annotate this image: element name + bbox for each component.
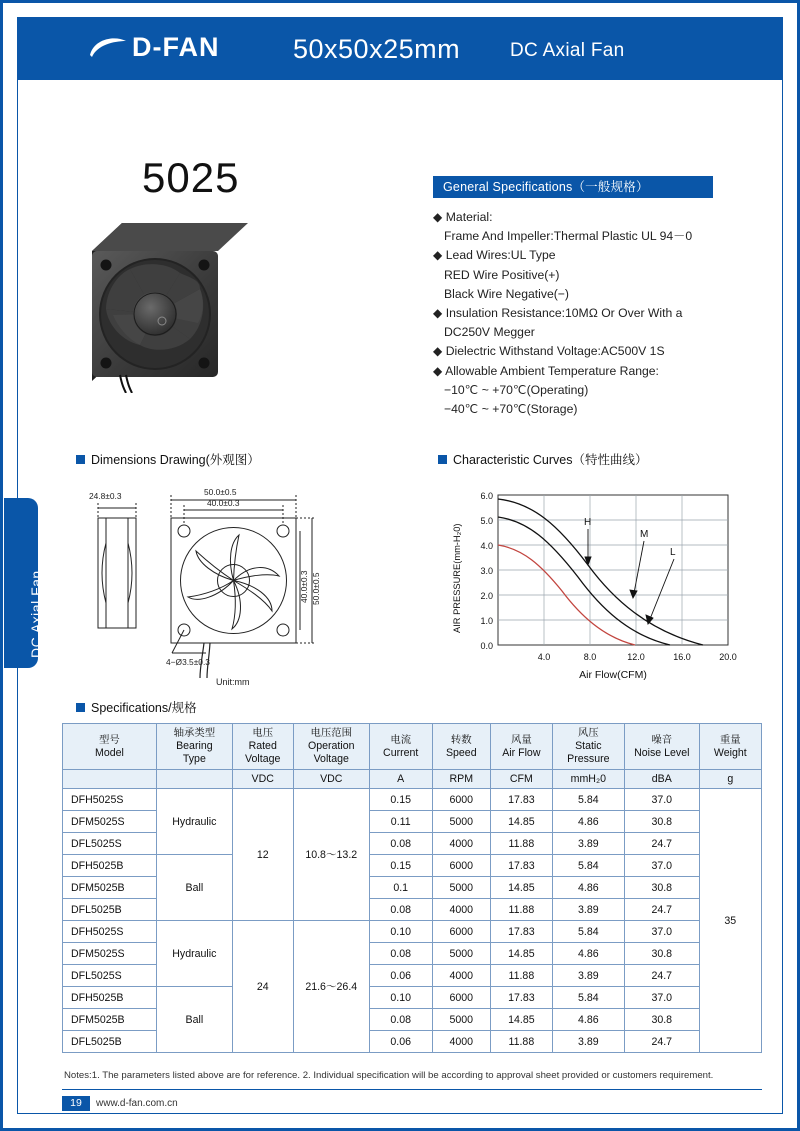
cell-static-pressure: 4.86 xyxy=(552,943,624,965)
y-tick: 4.0 xyxy=(480,541,493,551)
general-specifications-list xyxy=(433,208,763,419)
th-operation-voltage-en: Operation Voltage xyxy=(307,740,355,765)
th-static-pressure xyxy=(552,724,624,770)
cell-current: 0.15 xyxy=(369,789,432,811)
dim-unit-label: Unit:mm xyxy=(216,677,250,687)
spec-line: Frame And Impeller:Thermal Plastic UL 94－0 xyxy=(444,229,693,244)
side-tab-label: DC Axial Fan xyxy=(28,570,44,658)
unit-bearing xyxy=(156,770,232,789)
cell-bearing: Ball xyxy=(156,855,232,921)
table-notes: Notes:1. The parameters listed above are for reference. 2. Individual specification will be according to approval sheet provided or customers requirement. xyxy=(64,1070,714,1081)
th-model-en: Model xyxy=(95,746,124,759)
cell-speed: 4000 xyxy=(432,965,491,987)
curve-label-m: M xyxy=(640,529,649,540)
cell-speed: 5000 xyxy=(432,811,491,833)
th-current xyxy=(369,724,432,770)
spec-line: DC250V Megger xyxy=(444,325,535,340)
th-static-pressure-en: Static Pressure xyxy=(567,740,610,765)
cell-noise: 30.8 xyxy=(624,943,699,965)
cell-noise: 30.8 xyxy=(624,877,699,899)
table-row xyxy=(63,921,762,943)
cell-speed: 6000 xyxy=(432,789,491,811)
characteristic-curves-chart xyxy=(438,473,758,688)
spec-line: ◆ Dielectric Withstand Voltage:AC500V 1S xyxy=(433,344,665,359)
cell-rated-voltage: 24 xyxy=(232,921,293,1053)
cell-airflow: 14.85 xyxy=(491,1009,553,1031)
cell-noise: 37.0 xyxy=(624,855,699,877)
x-tick: 4.0 xyxy=(537,652,551,662)
th-model-cn: 型号 xyxy=(99,734,120,746)
x-tick: 20.0 xyxy=(719,652,737,662)
th-airflow-en: Air Flow xyxy=(502,746,541,759)
table-row xyxy=(63,789,762,811)
y-tick: 2.0 xyxy=(480,591,493,601)
specifications-table-wrapper xyxy=(62,723,762,1053)
cell-model: DFH5025S xyxy=(63,921,157,943)
cell-current: 0.08 xyxy=(369,899,432,921)
cell-airflow: 17.83 xyxy=(491,855,553,877)
cell-speed: 5000 xyxy=(432,943,491,965)
cell-model: DFL5025B xyxy=(63,899,157,921)
cell-airflow: 11.88 xyxy=(491,1031,553,1053)
spec-line: ◆ Allowable Ambient Temperature Range: xyxy=(433,363,659,378)
unit-model xyxy=(63,770,157,789)
y-tick: 0.0 xyxy=(480,641,493,651)
cell-weight: 35 xyxy=(699,789,761,1053)
cell-bearing: Ball xyxy=(156,987,232,1053)
footer-website: www.d-fan.com.cn xyxy=(96,1098,178,1109)
x-tick: 8.0 xyxy=(583,652,597,662)
cell-airflow: 11.88 xyxy=(491,965,553,987)
table-body xyxy=(63,789,762,1053)
th-noise-cn: 噪音 xyxy=(651,734,673,746)
spec-line: ◆ Material: xyxy=(433,210,493,224)
cell-static-pressure: 5.84 xyxy=(552,921,624,943)
cell-model: DFM5025B xyxy=(63,1009,157,1031)
cell-speed: 4000 xyxy=(432,1031,491,1053)
unit-static-pressure: mmH₂0 xyxy=(552,770,624,789)
spec-line: −40℃ ~ +70℃(Storage) xyxy=(444,402,578,417)
cell-model: DFH5025B xyxy=(63,855,157,877)
page-header xyxy=(18,18,782,80)
page-inner xyxy=(17,17,783,1114)
th-weight xyxy=(699,724,761,770)
y-tick: 1.0 xyxy=(480,616,493,626)
cell-static-pressure: 5.84 xyxy=(552,855,624,877)
cell-noise: 37.0 xyxy=(624,789,699,811)
th-operation-voltage xyxy=(293,724,369,770)
cell-speed: 6000 xyxy=(432,987,491,1009)
y-tick: 3.0 xyxy=(480,566,493,576)
cell-model: DFH5025B xyxy=(63,987,157,1009)
cell-current: 0.11 xyxy=(369,811,432,833)
dim-width-hole-label: 40.0±0.3 xyxy=(207,498,240,508)
th-weight-en: Weight xyxy=(713,746,747,759)
y-tick: 6.0 xyxy=(480,491,493,501)
cell-speed: 6000 xyxy=(432,921,491,943)
unit-current: A xyxy=(369,770,432,789)
cell-airflow: 14.85 xyxy=(491,877,553,899)
th-noise-en: Noise Level xyxy=(634,746,690,759)
table-header-row xyxy=(63,724,762,770)
th-current-en: Current xyxy=(383,746,419,759)
cell-operation-voltage: 21.6～26.4 xyxy=(293,921,369,1053)
cell-model: DFL5025S xyxy=(63,833,157,855)
th-operation-voltage-cn: 电压范围 xyxy=(310,728,353,739)
th-airflow xyxy=(491,724,553,770)
cell-static-pressure: 3.89 xyxy=(552,965,624,987)
cell-static-pressure: 5.84 xyxy=(552,987,624,1009)
dimensions-section-heading xyxy=(76,450,260,468)
cell-airflow: 17.83 xyxy=(491,987,553,1009)
th-bearing-cn: 轴承类型 xyxy=(173,728,216,739)
cell-current: 0.06 xyxy=(369,1031,432,1053)
th-speed-cn: 转数 xyxy=(450,734,472,746)
unit-speed: RPM xyxy=(432,770,491,789)
specifications-table xyxy=(62,723,762,1053)
specifications-section-label: Specifications/规格 xyxy=(91,701,197,715)
cell-bearing: Hydraulic xyxy=(156,789,232,855)
cell-current: 0.15 xyxy=(369,855,432,877)
cell-airflow: 14.85 xyxy=(491,811,553,833)
th-airflow-cn: 风量 xyxy=(510,734,532,746)
dimensions-drawing xyxy=(76,473,406,688)
cell-current: 0.08 xyxy=(369,1009,432,1031)
dimensions-section-label: Dimensions Drawing(外观图） xyxy=(91,453,260,467)
cell-current: 0.10 xyxy=(369,987,432,1009)
cell-model: DFM5025B xyxy=(63,877,157,899)
curves-section-heading xyxy=(438,450,647,468)
product-dimensions-title: 50x50x25mm xyxy=(293,34,461,64)
th-noise xyxy=(624,724,699,770)
dim-height-outer-label: 50.0±0.5 xyxy=(311,572,321,605)
spec-line: RED Wire Positive(+) xyxy=(444,267,560,282)
spec-line: Black Wire Negative(−) xyxy=(444,286,569,301)
x-axis-label: Air Flow(CFM) xyxy=(579,669,647,681)
logo-swoosh-icon xyxy=(88,33,128,63)
cell-noise: 30.8 xyxy=(624,811,699,833)
y-tick: 5.0 xyxy=(480,516,493,526)
fan-product-image xyxy=(78,203,268,393)
x-tick: 16.0 xyxy=(673,652,691,662)
unit-noise: dBA xyxy=(624,770,699,789)
cell-airflow: 17.83 xyxy=(491,789,553,811)
footer-divider xyxy=(62,1089,762,1090)
x-tick: 12.0 xyxy=(627,652,645,662)
cell-airflow: 11.88 xyxy=(491,899,553,921)
cell-noise: 24.7 xyxy=(624,833,699,855)
cell-static-pressure: 4.86 xyxy=(552,811,624,833)
table-row xyxy=(63,855,762,877)
cell-static-pressure: 3.89 xyxy=(552,899,624,921)
cell-operation-voltage: 10.8～13.2 xyxy=(293,789,369,921)
cell-noise: 37.0 xyxy=(624,921,699,943)
curves-section-label: Characteristic Curves（特性曲线） xyxy=(453,453,648,467)
cell-speed: 4000 xyxy=(432,899,491,921)
cell-model: DFM5025S xyxy=(63,811,157,833)
cell-static-pressure: 4.86 xyxy=(552,1009,624,1031)
square-bullet-icon xyxy=(76,703,85,712)
cell-noise: 37.0 xyxy=(624,987,699,1009)
cell-speed: 6000 xyxy=(432,855,491,877)
cell-noise: 30.8 xyxy=(624,1009,699,1031)
brand-logo xyxy=(88,32,220,63)
cell-noise: 24.7 xyxy=(624,899,699,921)
th-bearing-en: Bearing Type xyxy=(176,740,213,765)
cell-current: 0.06 xyxy=(369,965,432,987)
dim-width-outer-label: 50.0±0.5 xyxy=(204,487,237,497)
spec-line: ◆ Lead Wires:UL Type xyxy=(433,248,556,263)
cell-noise: 24.7 xyxy=(624,1031,699,1053)
y-axis-label: AIR PRESSURE(mm-H₂0) xyxy=(452,523,462,633)
th-rated-voltage xyxy=(232,724,293,770)
model-number: 5025 xyxy=(142,154,240,201)
table-row xyxy=(63,987,762,1009)
cell-airflow: 14.85 xyxy=(491,943,553,965)
cell-bearing: Hydraulic xyxy=(156,921,232,987)
cell-speed: 5000 xyxy=(432,1009,491,1031)
cell-airflow: 17.83 xyxy=(491,921,553,943)
cell-model: DFL5025B xyxy=(63,1031,157,1053)
curve-label-l: L xyxy=(670,547,676,558)
th-model xyxy=(63,724,157,770)
cell-current: 0.10 xyxy=(369,921,432,943)
cell-speed: 5000 xyxy=(432,877,491,899)
cell-current: 0.08 xyxy=(369,943,432,965)
dim-hole-label: 4−Ø3.5±0.3 xyxy=(166,657,210,667)
side-tab xyxy=(4,498,44,668)
th-weight-cn: 重量 xyxy=(719,734,741,746)
table-units-row xyxy=(63,770,762,789)
cell-static-pressure: 4.86 xyxy=(552,877,624,899)
cell-static-pressure: 3.89 xyxy=(552,833,624,855)
cell-noise: 24.7 xyxy=(624,965,699,987)
cell-model: DFM5025S xyxy=(63,943,157,965)
unit-airflow: CFM xyxy=(491,770,553,789)
cell-static-pressure: 5.84 xyxy=(552,789,624,811)
unit-weight: g xyxy=(699,770,761,789)
unit-rated-voltage: VDC xyxy=(232,770,293,789)
dim-height-hole-label: 40.0±0.3 xyxy=(299,570,309,603)
dim-depth-label: 24.8±0.3 xyxy=(89,491,122,501)
page-number: 19 xyxy=(62,1096,90,1111)
spec-line: −10℃ ~ +70℃(Operating) xyxy=(444,382,589,397)
general-specifications-heading: General Specifications（一般规格） xyxy=(433,176,713,198)
cell-static-pressure: 3.89 xyxy=(552,1031,624,1053)
square-bullet-icon xyxy=(76,455,85,464)
th-current-cn: 电流 xyxy=(390,734,412,746)
cell-model: DFL5025S xyxy=(63,965,157,987)
th-speed-en: Speed xyxy=(445,746,477,759)
cell-speed: 4000 xyxy=(432,833,491,855)
specifications-section-heading xyxy=(76,698,197,716)
spec-line: ◆ Insulation Resistance:10MΩ Or Over With a xyxy=(433,306,683,321)
cell-current: 0.1 xyxy=(369,877,432,899)
th-rated-voltage-en: Rated Voltage xyxy=(245,740,281,765)
unit-operation-voltage: VDC xyxy=(293,770,369,789)
cell-airflow: 11.88 xyxy=(491,833,553,855)
th-bearing xyxy=(156,724,232,770)
square-bullet-icon xyxy=(438,455,447,464)
cell-model: DFH5025S xyxy=(63,789,157,811)
th-speed xyxy=(432,724,491,770)
table-head xyxy=(63,724,762,789)
brand-name: D-FAN xyxy=(132,32,220,62)
cell-rated-voltage: 12 xyxy=(232,789,293,921)
product-type-subtitle: DC Axial Fan xyxy=(510,40,625,61)
cell-current: 0.08 xyxy=(369,833,432,855)
th-rated-voltage-cn: 电压 xyxy=(252,728,274,739)
th-static-pressure-cn: 风压 xyxy=(577,728,599,739)
curve-label-h: H xyxy=(584,517,592,528)
